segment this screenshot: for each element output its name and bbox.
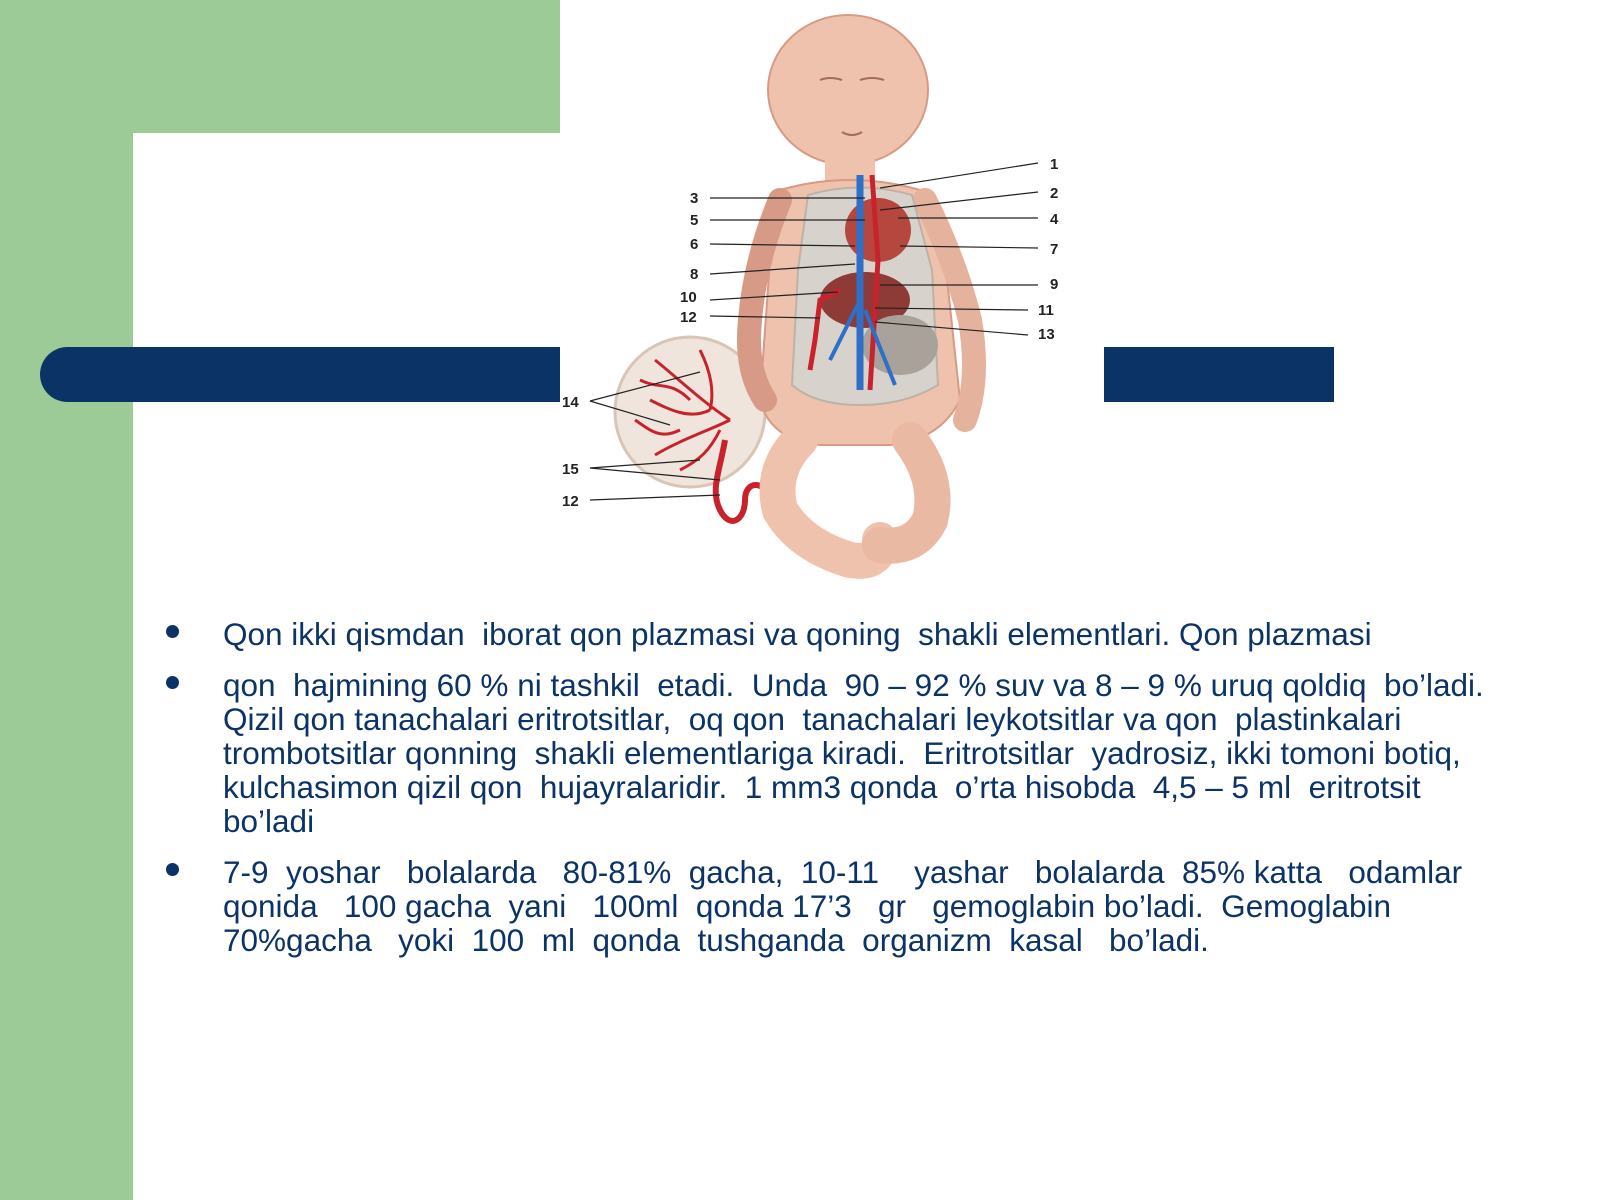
bullet-dot-icon [166,676,179,689]
fetus-body-icon [749,15,974,561]
bullet-text: 7-9 yoshar bolalarda 80-81% gacha, 10-11 yashar bolalarda 85% katta odamlar qonida 100 gacha yani 100ml qonda 17’3 gr gemoglabin bo’ladi. Gemoglabin 70%gacha yoki 100 ml qonda tushganda organizm kasal bo’ladi. [223,854,1471,958]
label-13: 13 [1038,326,1055,343]
label-6: 6 [690,236,699,253]
label-2: 2 [1050,185,1059,202]
bullet-item [160,617,1490,651]
label-9: 9 [1050,276,1059,293]
top-green-block [133,0,560,133]
bullet-item [160,667,1502,839]
label-8: 8 [690,266,699,283]
label-10: 10 [680,289,697,306]
label-4: 4 [1050,211,1059,228]
fetal-circulation-illustration [560,0,1104,580]
bullet-text: qon hajmining 60 % ni tashkil etadi. Unda 90 – 92 % suv va 8 – 9 % uruq qoldiq bo’ladi. Qizil qon tanachalari eritrotsitlar, oq qon tanachalari leykotsitlar va qon plastinkalari trombotsitlar qonning shakli elementlariga kiradi. Eritrotsitlar yadrosiz, ikki tomoni botiq, kulchasimon qizil qon hujayralaridir. 1 mm3 qonda o’rta hisobda 4,5 – 5 ml eritrotsit bo’ladi [223,667,1502,839]
navy-bar-right [1104,347,1334,402]
label-7: 7 [1050,241,1059,258]
label-3: 3 [690,190,699,207]
label-11: 11 [1038,302,1054,319]
bullet-dot-icon [166,625,179,638]
label-15: 15 [562,461,579,478]
bullet-list [160,616,1502,974]
bullet-dot-icon [166,863,179,876]
bullet-item [160,855,1490,957]
navy-bar-left [40,347,562,402]
left-green-stripe [0,0,133,1200]
label-5: 5 [690,212,699,229]
label-12: 12 [680,309,697,326]
label-1: 1 [1050,156,1059,173]
bullet-text: Qon ikki qismdan iborat qon plazmasi va qoning shakli elementlari. Qon plazmasi [223,616,1372,652]
label-12-placenta: 12 [562,493,579,510]
label-14: 14 [562,394,579,411]
